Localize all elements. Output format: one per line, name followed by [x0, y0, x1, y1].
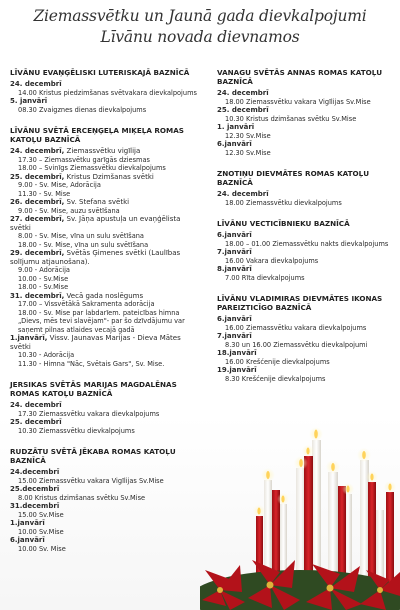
page-title — [0, 6, 400, 48]
service-date — [10, 173, 202, 182]
service-date — [10, 80, 202, 89]
service-time: 10.00 Sv.Mise — [18, 527, 64, 536]
date-description: Sv. Stefana svētki — [64, 198, 130, 206]
service-date — [10, 249, 202, 266]
church-name: LĪVĀNU VLADIMIRAS DIEVMĀTES IKONAS PAREIZTICĪGO BAZNĪCĀ — [217, 294, 383, 312]
service-time: 11.30 - Himna "Nāc, Svētais Gars", Sv. Mise. — [18, 359, 165, 368]
church-section — [10, 447, 202, 553]
service-date — [217, 248, 395, 257]
title-line-1: Ziemassvētku un Jaunā gada dievkalpojumi — [33, 7, 367, 25]
service-time: 18.00 - Sv. Mise, vīna un sulu svētīšana — [18, 240, 149, 249]
service-date — [217, 123, 395, 132]
date-description: Vecā gada noslēgums — [64, 291, 144, 300]
service-time: 18.00 - Sv.Mise — [18, 283, 69, 291]
service-time: 16.00 Krešćenije dievkalpojums — [225, 357, 330, 366]
service-date — [217, 106, 395, 115]
service-date — [217, 89, 395, 98]
service-time: 8.00 - Sv. Mise, vīna un sulu svētīšana — [18, 232, 144, 240]
service-time: 10.00 - Sv.Mise — [18, 274, 69, 283]
service-time: 8.00 Kristus dzimšanas svētku Sv.Mise — [18, 493, 146, 502]
service-date — [10, 147, 202, 156]
date-label: 24.decembrī — [10, 468, 60, 476]
church-name: LĪVĀNU VECTICĪBNIEKU BAZNĪCĀ — [217, 219, 350, 228]
church-name: LĪVĀNU EVAŅĢĒLISKI LUTERISKAJĀ BAZNĪCĀ — [10, 68, 190, 77]
service-time: 9.00 - Sv. Mise, Adorācija — [18, 181, 101, 189]
service-time: 15.00 Ziemassvētku vakara Vigīlijas Sv.Mise — [18, 476, 164, 485]
service-date — [217, 265, 395, 274]
date-label: 1.janvārī, — [10, 334, 48, 342]
service-time: 17.30 Ziemassvētku vakara dievkalpojums — [18, 409, 160, 418]
service-date — [10, 485, 202, 494]
church-name: LĪVĀNU SVĒTĀ ERCEŅĢEĻA MIĶEĻA ROMAS KATOĻU BAZNĪCĀ — [10, 126, 184, 144]
service-date — [10, 334, 202, 351]
church-section — [217, 169, 395, 207]
date-label: 5. janvārī — [10, 97, 48, 105]
date-label: 24. decembrī — [10, 80, 62, 88]
date-label: 24. decembrī, — [10, 147, 65, 155]
service-time: 17.30 – Ziemassvētku garīgās dziesmas — [18, 155, 150, 164]
service-time: 18.00 - Sv. Mise par labdarīem. pateicības himna „Dievs, mēs tevi slavējam"- par šo dzīvdājumu var saņemt pilnas atlaides vecajā gadā — [18, 308, 185, 334]
date-label: 1.janvārī — [10, 519, 45, 527]
date-label: 25. decembrī — [10, 418, 62, 426]
date-label: 1. janvārī — [217, 123, 255, 131]
date-label: 7.janvārī — [217, 332, 252, 340]
service-time: 12.30 Sv.Mise — [225, 148, 271, 157]
service-date — [217, 190, 395, 199]
date-label: 6.janvārī — [217, 315, 252, 323]
church-name: RUDZĀTU SVĒTĀ JĒKABA ROMAS KATOĻU BAZNĪCĀ — [10, 447, 176, 465]
service-time: 8.30 Krešćenije dievkalpojums — [225, 374, 326, 383]
church-name: VANAGU SVĒTĀS ANNAS ROMAS KATOĻU BAZNĪCĀ — [217, 68, 383, 86]
date-label: 6.janvārī — [217, 231, 252, 239]
church-section — [217, 294, 395, 383]
service-date — [10, 519, 202, 528]
church-section — [10, 380, 202, 435]
service-time: 10.00 Sv. Mise — [18, 544, 66, 553]
service-time: 18.00 Ziemassvētku vakara Vigīlijas Sv.Mise — [225, 97, 371, 106]
date-label: 25.decembrī — [10, 485, 60, 493]
service-date — [10, 536, 202, 545]
date-label: 25. decembrī, — [10, 172, 65, 181]
church-section — [10, 126, 202, 368]
title-line-2: Līvānu novada dievnamos — [100, 28, 300, 46]
date-label: 25. decembrī — [217, 106, 269, 114]
church-section — [217, 219, 395, 282]
service-date — [10, 97, 202, 106]
date-label: 24. decembrī — [217, 89, 269, 97]
left-column — [10, 68, 202, 565]
service-date — [217, 366, 395, 375]
candles-poinsettia-illustration — [200, 420, 400, 610]
service-date — [10, 468, 202, 477]
service-time: 11.30 - Sv. Mise — [18, 189, 71, 198]
date-label: 6.janvārī — [217, 140, 252, 148]
service-time: 10.30 - Adorācija — [18, 351, 75, 359]
service-time: 18.00 – 01.00 Ziemassvētku nakts dievkalpojums — [225, 239, 389, 248]
date-description: Svētās Ģimenes svētki (Laulības solījumu atjaunošana). — [10, 249, 181, 266]
service-date — [217, 231, 395, 240]
date-description: Vissv. Jaunavas Marijas - Dieva Mātes svētki — [10, 334, 181, 351]
service-date — [10, 502, 202, 511]
service-time: 16.00 Vakara dievkalpojums — [225, 256, 319, 265]
church-name: ZNOTIŅU DIEVMĀTES ROMAS KATOĻU BAZNĪCĀ — [217, 169, 370, 187]
date-label: 6.janvārī — [10, 536, 45, 544]
service-time: 16.00 Ziemassvētku vakara dievkalpojums — [225, 323, 367, 332]
service-date — [217, 140, 395, 149]
service-time: 18.00 Ziemassvētku dievkalpojums — [225, 198, 342, 207]
service-time: 7.00 Rīta dievkalpojums — [225, 273, 305, 282]
date-label: 26. decembrī, — [10, 198, 65, 206]
service-time: 8.30 un 16.00 Ziemassvētku dievkalpojumi — [225, 340, 368, 349]
service-date — [10, 198, 202, 207]
service-time: 08.30 Zvaigznes dienas dievkalpojums — [18, 105, 147, 114]
date-label: 29. decembrī, — [10, 249, 65, 257]
date-label: 8.janvārī — [217, 265, 252, 273]
service-time: 10.30 Ziemassvētku dievkalpojums — [18, 426, 135, 435]
service-time: 18.00 – Svinīgs Ziemassvētku dievkalpojums — [18, 164, 166, 172]
date-label: 24. decembrī — [217, 190, 269, 198]
date-label: 24. decembrī — [10, 401, 62, 409]
date-label: 31.decembrī — [10, 502, 60, 510]
service-date — [217, 315, 395, 324]
service-date — [10, 418, 202, 427]
right-column — [217, 68, 395, 395]
service-time: 10.30 Kristus dzimšanas svētku Sv.Mise — [225, 114, 357, 123]
date-description: Kristus Dzimšanas svētki — [64, 172, 154, 181]
service-date — [10, 401, 202, 410]
service-date — [10, 215, 202, 232]
service-time: 12.30 Sv.Mise — [225, 131, 271, 140]
church-section — [217, 68, 395, 157]
church-section — [10, 68, 202, 114]
service-time: 9.00 - Adorācija — [18, 266, 70, 274]
date-label: 7.janvārī — [217, 248, 252, 256]
service-time: 9.00 - Sv. Mise, auzu svētīšana — [18, 206, 120, 215]
date-label: 19.janvārī — [217, 366, 257, 374]
service-time: 15.00 Sv.Mise — [18, 510, 64, 519]
date-label: 31. decembrī, — [10, 291, 65, 300]
service-date — [217, 332, 395, 341]
candle-group — [256, 440, 394, 584]
service-time: 17.00 – Vissvētākā Sakramenta adorācija — [18, 300, 155, 308]
date-description: Sv. Jāņa apustuļa un evaņģēlista svētki — [10, 215, 181, 232]
church-name: JERSIKAS SVĒTĀS MARIJAS MAGDALĒNAS ROMAS KATOĻU BAZNĪCĀ — [10, 380, 177, 398]
service-date — [10, 292, 202, 301]
service-date — [217, 349, 395, 358]
date-description: Ziemassvētku vigīlija — [64, 147, 141, 155]
date-label: 27. decembrī, — [10, 215, 65, 223]
date-label: 18.janvārī — [217, 349, 257, 357]
service-time: 14.00 Kristus piedzimšanas svētvakara dievkalpojums — [18, 88, 197, 97]
